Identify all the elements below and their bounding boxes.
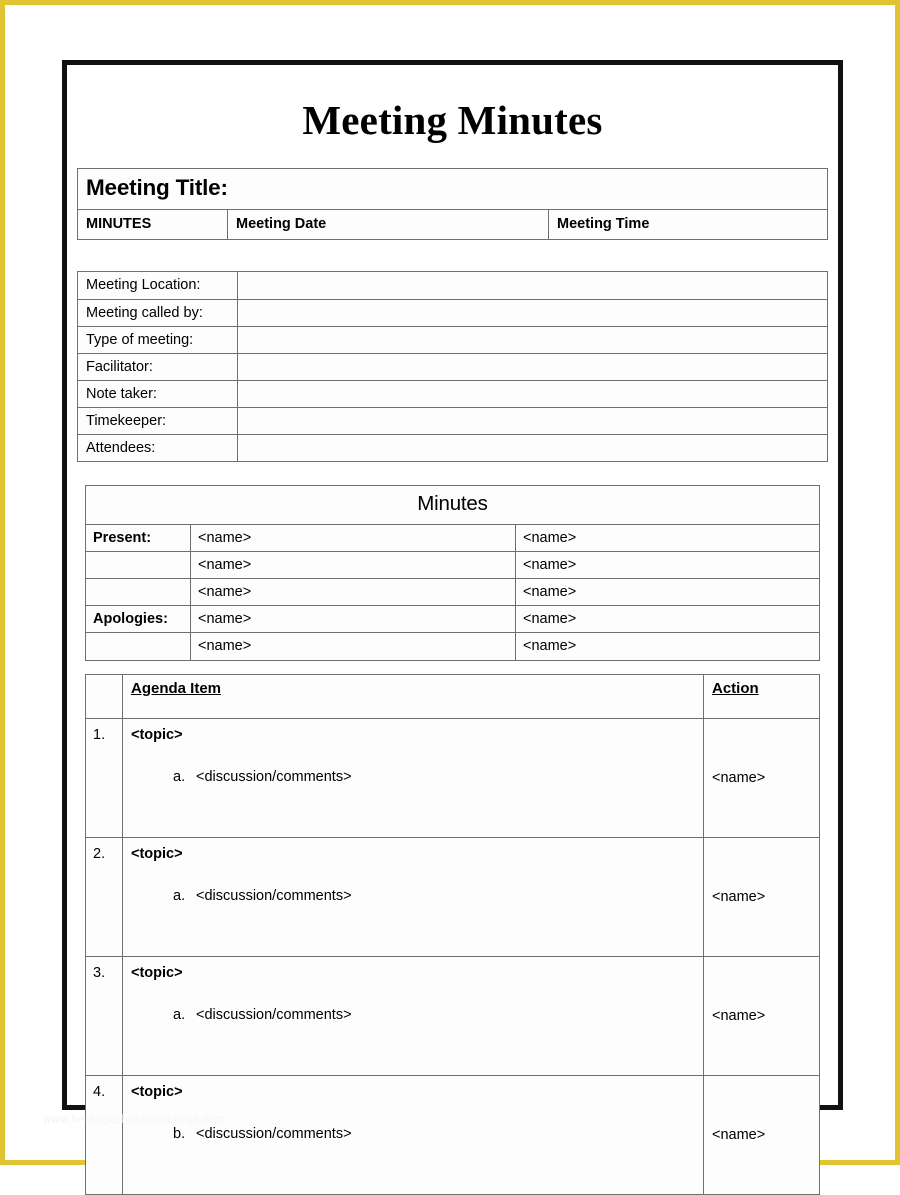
present-name[interactable]: <name> xyxy=(191,552,516,579)
agenda-row-item[interactable] xyxy=(123,719,704,838)
meeting-date-label[interactable]: Meeting Date xyxy=(228,210,549,240)
agenda-row-number: 2. xyxy=(86,838,123,957)
table-row xyxy=(78,169,828,210)
present-name[interactable]: <name> xyxy=(191,579,516,606)
table-row xyxy=(86,552,820,579)
agenda-discussion xyxy=(173,1006,695,1024)
table-row xyxy=(86,524,820,551)
table-row xyxy=(78,380,828,407)
agenda-row-number: 3. xyxy=(86,957,123,1076)
detail-value-attendees[interactable] xyxy=(238,435,828,462)
present-name[interactable]: <name> xyxy=(516,552,820,579)
apologies-name[interactable]: <name> xyxy=(516,633,820,660)
agenda-item-header: Agenda Item xyxy=(123,674,704,719)
present-name[interactable]: <name> xyxy=(191,524,516,551)
present-name[interactable]: <name> xyxy=(516,579,820,606)
detail-label-timekeeper: Timekeeper: xyxy=(78,408,238,435)
detail-value-meeting-location[interactable] xyxy=(238,272,828,299)
page-title: Meeting Minutes xyxy=(302,97,603,143)
agenda-sub-marker: b. xyxy=(173,1126,186,1143)
agenda-discussion-text: <discussion/comments> xyxy=(196,1126,352,1143)
apologies-name[interactable]: <name> xyxy=(516,606,820,633)
detail-label-attendees: Attendees: xyxy=(78,435,238,462)
detail-label-meeting-called-by: Meeting called by: xyxy=(78,299,238,326)
agenda-row-action[interactable]: <name> xyxy=(704,1076,820,1195)
table-row xyxy=(86,719,820,838)
watermark: www.heritagechristiancollege.com xyxy=(43,1114,226,1126)
agenda-row-action[interactable]: <name> xyxy=(704,838,820,957)
meeting-title-table xyxy=(77,168,828,240)
agenda-row-item[interactable] xyxy=(123,1076,704,1195)
agenda-row-action[interactable]: <name> xyxy=(704,719,820,838)
agenda-discussion xyxy=(173,887,695,905)
table-row xyxy=(86,579,820,606)
detail-label-meeting-location: Meeting Location: xyxy=(78,272,238,299)
agenda-sub-marker: a. xyxy=(173,1007,186,1024)
agenda-row-action[interactable]: <name> xyxy=(704,957,820,1076)
apologies-name[interactable]: <name> xyxy=(191,633,516,660)
agenda-discussion-text: <discussion/comments> xyxy=(196,1007,352,1024)
agenda-discussion xyxy=(173,1125,695,1143)
table-row xyxy=(86,633,820,660)
agenda-topic: <topic> xyxy=(131,727,183,744)
detail-label-type-of-meeting: Type of meeting: xyxy=(78,326,238,353)
detail-value-type-of-meeting[interactable] xyxy=(238,326,828,353)
agenda-row-number: 1. xyxy=(86,719,123,838)
agenda-topic: <topic> xyxy=(131,1084,183,1101)
table-header-row xyxy=(86,674,820,719)
detail-label-note-taker: Note taker: xyxy=(78,380,238,407)
present-label-blank xyxy=(86,579,191,606)
agenda-row-item[interactable] xyxy=(123,838,704,957)
table-row xyxy=(78,272,828,299)
table-row xyxy=(78,326,828,353)
table-row xyxy=(86,957,820,1076)
detail-value-note-taker[interactable] xyxy=(238,380,828,407)
minutes-table xyxy=(85,485,820,660)
meeting-title-label[interactable]: Meeting Title: xyxy=(78,169,828,210)
table-row xyxy=(78,353,828,380)
agenda-topic: <topic> xyxy=(131,846,183,863)
agenda-discussion xyxy=(173,768,695,786)
table-row xyxy=(86,606,820,633)
agenda-row-item[interactable] xyxy=(123,957,704,1076)
apologies-label: Apologies: xyxy=(86,606,191,633)
detail-value-meeting-called-by[interactable] xyxy=(238,299,828,326)
agenda-row-number: 4. xyxy=(86,1076,123,1195)
minutes-label: MINUTES xyxy=(78,210,228,240)
meeting-time-label[interactable]: Meeting Time xyxy=(549,210,828,240)
table-row xyxy=(86,1076,820,1195)
present-label: Present: xyxy=(86,524,191,551)
table-row xyxy=(86,838,820,957)
meeting-details-table xyxy=(77,271,828,462)
agenda-action-header: Action xyxy=(704,674,820,719)
table-row xyxy=(78,408,828,435)
minutes-heading: Minutes xyxy=(86,486,820,525)
apologies-name[interactable]: <name> xyxy=(191,606,516,633)
agenda-topic: <topic> xyxy=(131,965,183,982)
table-row xyxy=(78,210,828,240)
apologies-label-blank xyxy=(86,633,191,660)
agenda-number-header xyxy=(86,674,123,719)
minutes-section xyxy=(77,485,828,660)
agenda-discussion-text: <discussion/comments> xyxy=(196,769,352,786)
present-label-blank xyxy=(86,552,191,579)
agenda-sub-marker: a. xyxy=(173,888,186,905)
table-row xyxy=(78,435,828,462)
detail-value-timekeeper[interactable] xyxy=(238,408,828,435)
agenda-sub-marker: a. xyxy=(173,769,186,786)
detail-value-facilitator[interactable] xyxy=(238,353,828,380)
agenda-discussion-text: <discussion/comments> xyxy=(196,888,352,905)
detail-label-facilitator: Facilitator: xyxy=(78,353,238,380)
present-name[interactable]: <name> xyxy=(516,524,820,551)
table-row xyxy=(86,486,820,525)
table-row xyxy=(78,299,828,326)
